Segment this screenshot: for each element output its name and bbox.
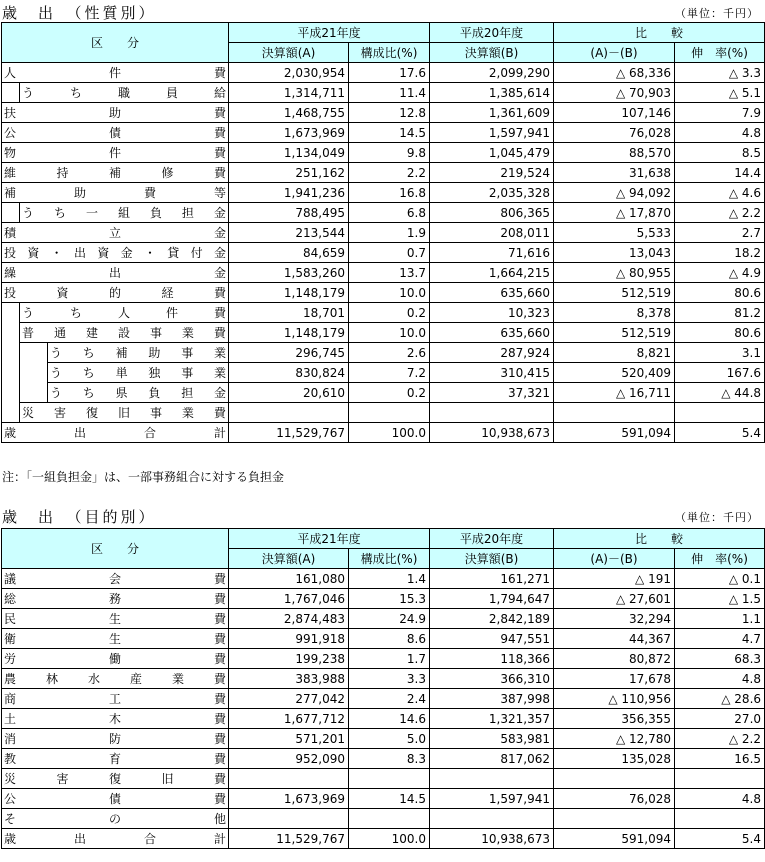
table-row bbox=[2, 729, 765, 749]
cell-sa: 512,519 bbox=[554, 283, 675, 303]
cell-sa bbox=[554, 809, 675, 829]
cell-nobi: △ 3.3 bbox=[675, 63, 765, 83]
table1-unit: （単位：千円） bbox=[675, 7, 759, 20]
col-kouseihi: 構成比(%) bbox=[349, 549, 430, 569]
row-label-cell bbox=[2, 183, 229, 203]
table-row bbox=[2, 83, 765, 103]
row-label: う ち 職 員 給 bbox=[22, 85, 226, 100]
cell-sa: △ 16,711 bbox=[554, 383, 675, 403]
row-label: 繰 出 金 bbox=[4, 265, 226, 280]
cell-sa: 17,678 bbox=[554, 669, 675, 689]
cell-kessan-b: 2,842,189 bbox=[430, 609, 554, 629]
col-hikaku: 比 較 bbox=[554, 23, 765, 43]
col-kessan-a: 決算額(A) bbox=[229, 43, 349, 63]
row-label: 歳 出 合 計 bbox=[4, 425, 226, 440]
cell-kouseihi: 2.2 bbox=[349, 163, 430, 183]
row-label: 投 資 ・ 出 資 金 ・ 貸 付 金 bbox=[4, 245, 226, 260]
cell-kouseihi: 5.0 bbox=[349, 729, 430, 749]
cell-sa bbox=[554, 769, 675, 789]
cell-kessan-b bbox=[430, 769, 554, 789]
cell-kessan-b: 10,323 bbox=[430, 303, 554, 323]
indent-cell bbox=[2, 83, 20, 103]
row-label: 衛 生 費 bbox=[4, 631, 226, 646]
cell-sa: 512,519 bbox=[554, 323, 675, 343]
col-kessan-b: 決算額(B) bbox=[430, 43, 554, 63]
cell-kessan-a: 277,042 bbox=[229, 689, 349, 709]
cell-kouseihi: 10.0 bbox=[349, 323, 430, 343]
table-row bbox=[2, 629, 765, 649]
cell-kessan-b: 37,321 bbox=[430, 383, 554, 403]
col-kessan-a: 決算額(A) bbox=[229, 549, 349, 569]
cell-kessan-b: 219,524 bbox=[430, 163, 554, 183]
cell-nobi: 7.9 bbox=[675, 103, 765, 123]
cell-kouseihi: 0.7 bbox=[349, 243, 430, 263]
cell-nobi: 5.4 bbox=[675, 423, 765, 443]
table-row bbox=[2, 163, 765, 183]
row-label-cell bbox=[2, 283, 229, 303]
cell-kouseihi: 0.2 bbox=[349, 383, 430, 403]
cell-nobi: 4.7 bbox=[675, 629, 765, 649]
row-label-cell bbox=[2, 103, 229, 123]
table-row bbox=[2, 689, 765, 709]
row-label: 人 件 費 bbox=[4, 65, 226, 80]
cell-nobi: 16.5 bbox=[675, 749, 765, 769]
cell-kessan-a: 1,673,969 bbox=[229, 123, 349, 143]
cell-sa: △ 12,780 bbox=[554, 729, 675, 749]
cell-kouseihi: 11.4 bbox=[349, 83, 430, 103]
cell-kessan-a: 2,030,954 bbox=[229, 63, 349, 83]
row-label-cell bbox=[20, 83, 229, 103]
cell-kouseihi: 15.3 bbox=[349, 589, 430, 609]
cell-kessan-a: 213,544 bbox=[229, 223, 349, 243]
cell-kessan-b: 366,310 bbox=[430, 669, 554, 689]
cell-kessan-a: 199,238 bbox=[229, 649, 349, 669]
cell-kouseihi: 1.7 bbox=[349, 649, 430, 669]
cell-kessan-a: 788,495 bbox=[229, 203, 349, 223]
cell-sa: 591,094 bbox=[554, 829, 675, 849]
table-row bbox=[2, 303, 765, 323]
table-row bbox=[2, 589, 765, 609]
cell-sa bbox=[554, 403, 675, 423]
table-row bbox=[2, 63, 765, 83]
cell-kouseihi: 6.8 bbox=[349, 203, 430, 223]
row-label: 歳 出 合 計 bbox=[4, 831, 226, 846]
row-label-cell bbox=[48, 363, 229, 383]
cell-nobi: △ 1.5 bbox=[675, 589, 765, 609]
cell-sa: 520,409 bbox=[554, 363, 675, 383]
cell-kessan-b: 1,597,941 bbox=[430, 789, 554, 809]
cell-kessan-b: 387,998 bbox=[430, 689, 554, 709]
cell-kouseihi: 1.4 bbox=[349, 569, 430, 589]
cell-kessan-a: 11,529,767 bbox=[229, 423, 349, 443]
cell-nobi: 4.8 bbox=[675, 123, 765, 143]
cell-kessan-a: 1,583,260 bbox=[229, 263, 349, 283]
row-label: 農 林 水 産 業 費 bbox=[4, 671, 226, 686]
row-label: 労 働 費 bbox=[4, 651, 226, 666]
cell-kessan-b: 2,035,328 bbox=[430, 183, 554, 203]
row-label-cell bbox=[48, 383, 229, 403]
row-label: そ の 他 bbox=[4, 811, 226, 826]
row-label: 教 育 費 bbox=[4, 751, 226, 766]
table-row bbox=[2, 789, 765, 809]
table2-unit: （単位：千円） bbox=[675, 511, 759, 524]
cell-kouseihi: 3.3 bbox=[349, 669, 430, 689]
cell-nobi: 27.0 bbox=[675, 709, 765, 729]
cell-kessan-a bbox=[229, 769, 349, 789]
row-label: 公 債 費 bbox=[4, 791, 226, 806]
cell-kouseihi: 14.5 bbox=[349, 123, 430, 143]
cell-sa: △ 191 bbox=[554, 569, 675, 589]
cell-nobi: △ 4.9 bbox=[675, 263, 765, 283]
row-label: 災 害 復 旧 事 業 費 bbox=[22, 405, 226, 420]
cell-sa: △ 110,956 bbox=[554, 689, 675, 709]
row-label-cell bbox=[20, 403, 229, 423]
table-row bbox=[2, 609, 765, 629]
cell-nobi: 4.8 bbox=[675, 789, 765, 809]
cell-sa: △ 94,092 bbox=[554, 183, 675, 203]
cell-kessan-a: 1,941,236 bbox=[229, 183, 349, 203]
row-label-cell bbox=[2, 143, 229, 163]
cell-kessan-a bbox=[229, 809, 349, 829]
cell-kessan-b bbox=[430, 403, 554, 423]
table-row bbox=[2, 243, 765, 263]
cell-kouseihi: 100.0 bbox=[349, 423, 430, 443]
cell-kouseihi: 16.8 bbox=[349, 183, 430, 203]
row-label-cell bbox=[48, 343, 229, 363]
cell-kessan-a: 1,314,711 bbox=[229, 83, 349, 103]
cell-sa: △ 70,903 bbox=[554, 83, 675, 103]
col-nobi: 伸 率(%) bbox=[675, 43, 765, 63]
cell-nobi: 5.4 bbox=[675, 829, 765, 849]
cell-kouseihi bbox=[349, 403, 430, 423]
cell-sa: 107,146 bbox=[554, 103, 675, 123]
cell-kessan-a: 84,659 bbox=[229, 243, 349, 263]
row-label: う ち 人 件 費 bbox=[22, 305, 226, 320]
row-label: 災 害 復 旧 費 bbox=[4, 771, 226, 786]
cell-kessan-a: 1,148,179 bbox=[229, 323, 349, 343]
cell-sa: 76,028 bbox=[554, 123, 675, 143]
table-row bbox=[2, 649, 765, 669]
cell-nobi: 167.6 bbox=[675, 363, 765, 383]
row-label: う ち 一 組 負 担 金 bbox=[22, 205, 226, 220]
row-label-cell bbox=[2, 123, 229, 143]
cell-kessan-b: 287,924 bbox=[430, 343, 554, 363]
cell-nobi: 4.8 bbox=[675, 669, 765, 689]
cell-sa: 591,094 bbox=[554, 423, 675, 443]
row-label-cell bbox=[2, 243, 229, 263]
row-label: 普 通 建 設 事 業 費 bbox=[22, 325, 226, 340]
cell-kessan-b: 1,385,614 bbox=[430, 83, 554, 103]
row-label: う ち 補 助 事 業 bbox=[50, 345, 226, 360]
cell-kouseihi: 14.6 bbox=[349, 709, 430, 729]
row-label: 公 債 費 bbox=[4, 125, 226, 140]
cell-kessan-a: 1,148,179 bbox=[229, 283, 349, 303]
row-label-cell bbox=[2, 689, 229, 709]
col-hikaku: 比 較 bbox=[554, 529, 765, 549]
col-nobi: 伸 率(%) bbox=[675, 549, 765, 569]
col-h21: 平成21年度 bbox=[229, 23, 430, 43]
cell-nobi: △ 28.6 bbox=[675, 689, 765, 709]
cell-nobi: △ 2.2 bbox=[675, 729, 765, 749]
cell-kessan-b: 1,794,647 bbox=[430, 589, 554, 609]
cell-kouseihi: 0.2 bbox=[349, 303, 430, 323]
row-label-cell bbox=[2, 589, 229, 609]
table2-header-bar bbox=[0, 506, 765, 528]
cell-kessan-b: 10,938,673 bbox=[430, 829, 554, 849]
col-h20: 平成20年度 bbox=[430, 529, 554, 549]
table-row bbox=[2, 749, 765, 769]
cell-sa: △ 17,870 bbox=[554, 203, 675, 223]
row-label-cell bbox=[2, 729, 229, 749]
cell-kessan-a: 991,918 bbox=[229, 629, 349, 649]
row-label: 補 助 費 等 bbox=[4, 185, 226, 200]
table-row bbox=[2, 103, 765, 123]
expenditure-by-purpose-table bbox=[1, 528, 765, 849]
row-label-cell bbox=[2, 223, 229, 243]
cell-kessan-a: 1,134,049 bbox=[229, 143, 349, 163]
row-label: 維 持 補 修 費 bbox=[4, 165, 226, 180]
row-label-cell bbox=[2, 263, 229, 283]
table-header-row bbox=[2, 23, 765, 43]
indent-cell bbox=[2, 303, 20, 423]
cell-kessan-b: 2,099,290 bbox=[430, 63, 554, 83]
table1-header-bar bbox=[0, 2, 765, 24]
cell-kessan-b: 635,660 bbox=[430, 283, 554, 303]
cell-kessan-b: 806,365 bbox=[430, 203, 554, 223]
col-h21: 平成21年度 bbox=[229, 529, 430, 549]
row-label: 積 立 金 bbox=[4, 225, 226, 240]
cell-kessan-a: 571,201 bbox=[229, 729, 349, 749]
cell-sa: 31,638 bbox=[554, 163, 675, 183]
row-label-cell bbox=[2, 829, 229, 849]
table-row bbox=[2, 343, 765, 363]
cell-kessan-a: 830,824 bbox=[229, 363, 349, 383]
table-row bbox=[2, 283, 765, 303]
table-row bbox=[2, 669, 765, 689]
row-label-cell bbox=[2, 423, 229, 443]
cell-nobi: △ 0.1 bbox=[675, 569, 765, 589]
cell-kessan-b: 118,366 bbox=[430, 649, 554, 669]
row-label-cell bbox=[2, 63, 229, 83]
cell-kessan-b: 1,597,941 bbox=[430, 123, 554, 143]
cell-kessan-b: 71,616 bbox=[430, 243, 554, 263]
cell-kessan-b: 1,664,215 bbox=[430, 263, 554, 283]
cell-nobi: 14.4 bbox=[675, 163, 765, 183]
table-row bbox=[2, 323, 765, 343]
cell-nobi: △ 2.2 bbox=[675, 203, 765, 223]
table-row bbox=[2, 403, 765, 423]
cell-nobi: 68.3 bbox=[675, 649, 765, 669]
table-row bbox=[2, 123, 765, 143]
cell-kouseihi: 2.6 bbox=[349, 343, 430, 363]
table-header-row bbox=[2, 529, 765, 549]
cell-kouseihi bbox=[349, 769, 430, 789]
cell-kessan-a: 383,988 bbox=[229, 669, 349, 689]
col-h20: 平成20年度 bbox=[430, 23, 554, 43]
cell-sa: 8,821 bbox=[554, 343, 675, 363]
cell-kouseihi: 8.6 bbox=[349, 629, 430, 649]
table-row bbox=[2, 769, 765, 789]
cell-kessan-b: 1,361,609 bbox=[430, 103, 554, 123]
col-sa: (A)－(B) bbox=[554, 43, 675, 63]
cell-kessan-a bbox=[229, 403, 349, 423]
cell-sa: 356,355 bbox=[554, 709, 675, 729]
cell-nobi bbox=[675, 769, 765, 789]
cell-kessan-a: 1,677,712 bbox=[229, 709, 349, 729]
cell-kouseihi: 2.4 bbox=[349, 689, 430, 709]
table-row bbox=[2, 829, 765, 849]
row-label-cell bbox=[2, 649, 229, 669]
row-label-cell bbox=[20, 203, 229, 223]
row-label-cell bbox=[2, 749, 229, 769]
row-label: 議 会 費 bbox=[4, 571, 226, 586]
indent-cell bbox=[20, 343, 48, 403]
col-kubun: 区 分 bbox=[2, 23, 229, 63]
cell-sa: 8,378 bbox=[554, 303, 675, 323]
row-label-cell bbox=[2, 669, 229, 689]
cell-nobi: △ 5.1 bbox=[675, 83, 765, 103]
row-label-cell bbox=[2, 163, 229, 183]
cell-kouseihi: 7.2 bbox=[349, 363, 430, 383]
cell-nobi: 2.7 bbox=[675, 223, 765, 243]
cell-kessan-a: 1,673,969 bbox=[229, 789, 349, 809]
cell-nobi: 1.1 bbox=[675, 609, 765, 629]
row-label: 土 木 費 bbox=[4, 711, 226, 726]
row-label: 総 務 費 bbox=[4, 591, 226, 606]
cell-kessan-b bbox=[430, 809, 554, 829]
cell-kouseihi: 17.6 bbox=[349, 63, 430, 83]
expenditure-by-nature-table bbox=[1, 22, 765, 443]
cell-kessan-b: 635,660 bbox=[430, 323, 554, 343]
cell-kouseihi: 12.8 bbox=[349, 103, 430, 123]
table1-note: 注：「一組負担金」は、一部事務組合に対する負担金 bbox=[2, 470, 285, 484]
cell-sa: △ 27,601 bbox=[554, 589, 675, 609]
row-label-cell bbox=[2, 789, 229, 809]
cell-nobi: 3.1 bbox=[675, 343, 765, 363]
cell-kouseihi: 8.3 bbox=[349, 749, 430, 769]
table-row bbox=[2, 183, 765, 203]
cell-kessan-b: 947,551 bbox=[430, 629, 554, 649]
row-label-cell bbox=[2, 629, 229, 649]
row-label-cell bbox=[20, 303, 229, 323]
table-row bbox=[2, 143, 765, 163]
cell-sa: 5,533 bbox=[554, 223, 675, 243]
col-kouseihi: 構成比(%) bbox=[349, 43, 430, 63]
cell-nobi: 81.2 bbox=[675, 303, 765, 323]
row-label-cell bbox=[2, 809, 229, 829]
row-label-cell bbox=[20, 323, 229, 343]
table-row bbox=[2, 223, 765, 243]
cell-kessan-a: 1,767,046 bbox=[229, 589, 349, 609]
cell-kessan-a: 952,090 bbox=[229, 749, 349, 769]
cell-nobi: 18.2 bbox=[675, 243, 765, 263]
row-label: 物 件 費 bbox=[4, 145, 226, 160]
cell-kouseihi: 14.5 bbox=[349, 789, 430, 809]
cell-kessan-b: 1,321,357 bbox=[430, 709, 554, 729]
table-row bbox=[2, 263, 765, 283]
table2-title: 歳 出 （目的別） bbox=[2, 508, 157, 526]
cell-kessan-a: 251,162 bbox=[229, 163, 349, 183]
row-label: う ち 県 負 担 金 bbox=[50, 385, 226, 400]
row-label: 消 防 費 bbox=[4, 731, 226, 746]
cell-kessan-a: 18,701 bbox=[229, 303, 349, 323]
table-row bbox=[2, 809, 765, 829]
cell-kessan-a: 1,468,755 bbox=[229, 103, 349, 123]
table-row bbox=[2, 423, 765, 443]
cell-kouseihi: 100.0 bbox=[349, 829, 430, 849]
indent-cell bbox=[2, 203, 20, 223]
cell-kessan-a: 296,745 bbox=[229, 343, 349, 363]
row-label-cell bbox=[2, 569, 229, 589]
cell-kouseihi: 10.0 bbox=[349, 283, 430, 303]
col-kessan-b: 決算額(B) bbox=[430, 549, 554, 569]
cell-nobi: 80.6 bbox=[675, 283, 765, 303]
row-label: う ち 単 独 事 業 bbox=[50, 365, 226, 380]
cell-nobi: 80.6 bbox=[675, 323, 765, 343]
cell-kessan-a: 20,610 bbox=[229, 383, 349, 403]
table-row bbox=[2, 203, 765, 223]
cell-kouseihi: 1.9 bbox=[349, 223, 430, 243]
cell-kouseihi: 24.9 bbox=[349, 609, 430, 629]
cell-kouseihi bbox=[349, 809, 430, 829]
cell-kessan-b: 161,271 bbox=[430, 569, 554, 589]
cell-nobi: △ 4.6 bbox=[675, 183, 765, 203]
cell-kessan-a: 2,874,483 bbox=[229, 609, 349, 629]
cell-nobi: △ 44.8 bbox=[675, 383, 765, 403]
cell-sa: △ 68,336 bbox=[554, 63, 675, 83]
table-row bbox=[2, 569, 765, 589]
cell-sa: 32,294 bbox=[554, 609, 675, 629]
cell-nobi: 8.5 bbox=[675, 143, 765, 163]
col-kubun: 区 分 bbox=[2, 529, 229, 569]
row-label-cell bbox=[2, 769, 229, 789]
cell-sa: 76,028 bbox=[554, 789, 675, 809]
row-label-cell bbox=[2, 709, 229, 729]
cell-kessan-a: 161,080 bbox=[229, 569, 349, 589]
cell-kessan-b: 310,415 bbox=[430, 363, 554, 383]
cell-kessan-b: 817,062 bbox=[430, 749, 554, 769]
cell-kessan-a: 11,529,767 bbox=[229, 829, 349, 849]
table1-title: 歳 出 （性質別） bbox=[2, 4, 157, 22]
cell-sa: 13,043 bbox=[554, 243, 675, 263]
cell-sa: △ 80,955 bbox=[554, 263, 675, 283]
cell-kouseihi: 13.7 bbox=[349, 263, 430, 283]
cell-sa: 88,570 bbox=[554, 143, 675, 163]
cell-sa: 44,367 bbox=[554, 629, 675, 649]
table-row bbox=[2, 709, 765, 729]
col-sa: (A)－(B) bbox=[554, 549, 675, 569]
cell-kessan-b: 208,011 bbox=[430, 223, 554, 243]
row-label: 投 資 的 経 費 bbox=[4, 285, 226, 300]
table-row bbox=[2, 363, 765, 383]
row-label: 扶 助 費 bbox=[4, 105, 226, 120]
cell-sa: 80,872 bbox=[554, 649, 675, 669]
row-label-cell bbox=[2, 609, 229, 629]
cell-kessan-b: 1,045,479 bbox=[430, 143, 554, 163]
cell-kouseihi: 9.8 bbox=[349, 143, 430, 163]
cell-kessan-b: 583,981 bbox=[430, 729, 554, 749]
cell-kessan-b: 10,938,673 bbox=[430, 423, 554, 443]
row-label: 商 工 費 bbox=[4, 691, 226, 706]
cell-nobi bbox=[675, 809, 765, 829]
table-row bbox=[2, 383, 765, 403]
cell-nobi bbox=[675, 403, 765, 423]
cell-sa: 135,028 bbox=[554, 749, 675, 769]
row-label: 民 生 費 bbox=[4, 611, 226, 626]
